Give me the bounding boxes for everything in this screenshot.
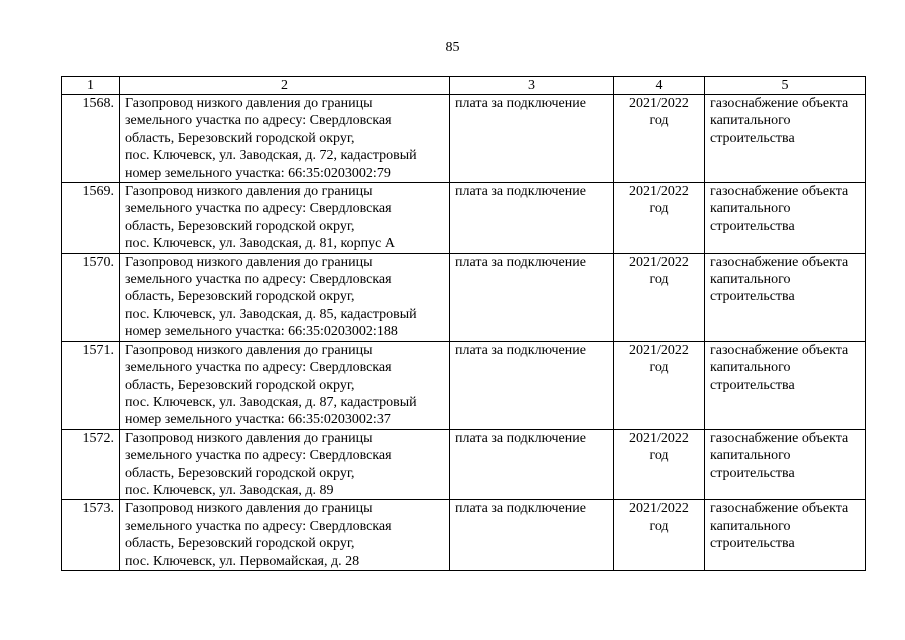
header-col-3: 3 — [450, 77, 614, 95]
purpose-line: строительства — [710, 377, 795, 393]
purpose-line: капитального — [710, 448, 791, 464]
table-row — [62, 253, 866, 341]
object-description-line: земельного участка по адресу: Свердловская — [125, 360, 392, 376]
object-description-line: земельного участка по адресу: Свердловская — [125, 113, 392, 129]
table-header — [62, 77, 866, 95]
purpose-line: газоснабжение объекта — [710, 342, 849, 358]
object-description — [120, 500, 450, 571]
period-line: 2021/2022 — [629, 184, 689, 200]
object-description-line: пос. Ключевск, ул. Первомайская, д. 28 — [125, 553, 360, 569]
header-col-1: 1 — [62, 77, 120, 95]
purpose-line: капитального — [710, 201, 791, 217]
purpose — [705, 500, 866, 571]
purpose-line: строительства — [710, 130, 795, 146]
implementation-period — [614, 183, 705, 254]
purpose-line: газоснабжение объекта — [710, 501, 849, 517]
period-line: 2021/2022 — [629, 430, 689, 446]
period-line: год — [649, 518, 669, 534]
object-description — [120, 183, 450, 254]
funding-source: плата за подключение — [450, 500, 614, 571]
purpose — [705, 253, 866, 341]
period-line: 2021/2022 — [629, 254, 689, 270]
table-row — [62, 95, 866, 183]
purpose — [705, 429, 866, 500]
object-description-line: пос. Ключевск, ул. Заводская, д. 72, кадастровый — [125, 148, 417, 164]
object-description-line: область, Березовский городской округ, — [125, 218, 355, 234]
object-description-line: Газопровод низкого давления до границы — [125, 96, 373, 111]
header-row — [62, 77, 866, 95]
implementation-period — [614, 429, 705, 500]
row-number: 1569. — [62, 183, 120, 254]
object-description-line: Газопровод низкого давления до границы — [125, 501, 373, 517]
object-description-line: пос. Ключевск, ул. Заводская, д. 89 — [125, 482, 334, 498]
period-line: год — [649, 113, 669, 129]
object-description-line: Газопровод низкого давления до границы — [125, 184, 373, 200]
purpose-line: капитального — [710, 272, 791, 288]
object-description-line: Газопровод низкого давления до границы — [125, 430, 373, 446]
funding-source: плата за подключение — [450, 253, 614, 341]
period-line: 2021/2022 — [629, 501, 689, 517]
object-description-line: область, Березовский городской округ, — [125, 536, 355, 552]
funding-source: плата за подключение — [450, 95, 614, 183]
purpose-line: газоснабжение объекта — [710, 254, 849, 270]
object-description-line: земельного участка по адресу: Свердловская — [125, 448, 392, 464]
object-description-line: область, Березовский городской округ, — [125, 465, 355, 481]
object-description-line: номер земельного участка: 66:35:0203002:37 — [125, 412, 391, 428]
purpose-line: газоснабжение объекта — [710, 96, 849, 111]
period-line: год — [649, 201, 669, 217]
funding-source: плата за подключение — [450, 341, 614, 429]
table-row — [62, 341, 866, 429]
purpose-line: строительства — [710, 289, 795, 305]
object-description-line: пос. Ключевск, ул. Заводская, д. 85, кадастровый — [125, 306, 417, 322]
object-description — [120, 95, 450, 183]
object-description-line: номер земельного участка: 66:35:0203002:188 — [125, 324, 398, 340]
header-col-5: 5 — [705, 77, 866, 95]
header-col-2: 2 — [120, 77, 450, 95]
row-number: 1570. — [62, 253, 120, 341]
investment-table — [61, 76, 866, 571]
purpose-line: строительства — [710, 465, 795, 481]
period-line: 2021/2022 — [629, 96, 689, 111]
purpose-line: капитального — [710, 360, 791, 376]
period-line: 2021/2022 — [629, 342, 689, 358]
purpose — [705, 183, 866, 254]
purpose-line: капитального — [710, 518, 791, 534]
purpose-line: строительства — [710, 536, 795, 552]
object-description-line: пос. Ключевск, ул. Заводская, д. 81, корпус А — [125, 236, 395, 252]
funding-source: плата за подключение — [450, 183, 614, 254]
page-number: 85 — [445, 40, 460, 55]
funding-source: плата за подключение — [450, 429, 614, 500]
object-description-line: земельного участка по адресу: Свердловская — [125, 272, 392, 288]
table-row — [62, 183, 866, 254]
implementation-period — [614, 500, 705, 571]
object-description — [120, 429, 450, 500]
object-description-line: номер земельного участка: 66:35:0203002:79 — [125, 165, 391, 181]
object-description-line: область, Березовский городской округ, — [125, 130, 355, 146]
table-row — [62, 429, 866, 500]
purpose — [705, 341, 866, 429]
period-line: год — [649, 448, 669, 464]
table-row — [62, 500, 866, 571]
row-number: 1568. — [62, 95, 120, 183]
purpose — [705, 95, 866, 183]
period-line: год — [649, 360, 669, 376]
row-number: 1572. — [62, 429, 120, 500]
purpose-line: строительства — [710, 218, 795, 234]
table-body — [62, 95, 866, 571]
object-description-line: область, Березовский городской округ, — [125, 377, 355, 393]
object-description — [120, 253, 450, 341]
object-description-line: область, Березовский городской округ, — [125, 289, 355, 305]
purpose-line: газоснабжение объекта — [710, 184, 849, 200]
object-description-line: земельного участка по адресу: Свердловская — [125, 201, 392, 217]
row-number: 1573. — [62, 500, 120, 571]
header-col-4: 4 — [614, 77, 705, 95]
purpose-line: газоснабжение объекта — [710, 430, 849, 446]
implementation-period — [614, 341, 705, 429]
period-line: год — [649, 272, 669, 288]
object-description — [120, 341, 450, 429]
object-description-line: Газопровод низкого давления до границы — [125, 342, 373, 358]
object-description-line: земельного участка по адресу: Свердловская — [125, 518, 392, 534]
object-description-line: пос. Ключевск, ул. Заводская, д. 87, кадастровый — [125, 394, 417, 410]
row-number: 1571. — [62, 341, 120, 429]
implementation-period — [614, 253, 705, 341]
implementation-period — [614, 95, 705, 183]
object-description-line: Газопровод низкого давления до границы — [125, 254, 373, 270]
purpose-line: капитального — [710, 113, 791, 129]
